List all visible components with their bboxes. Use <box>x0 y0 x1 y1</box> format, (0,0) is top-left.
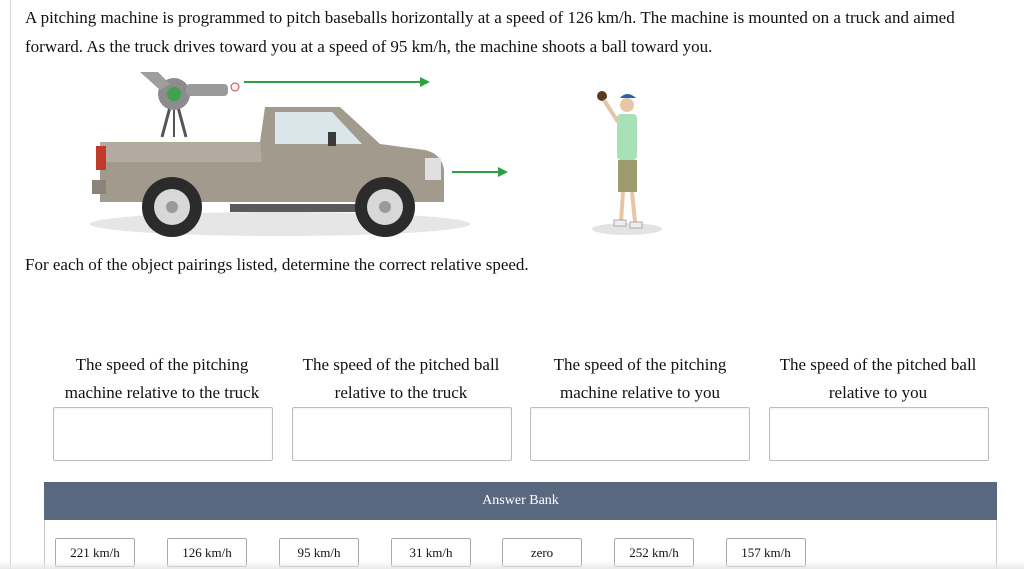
answer-chip[interactable]: 31 km/h <box>391 538 471 567</box>
catcher-person <box>597 91 642 228</box>
scroll-fade <box>0 561 1024 569</box>
answer-chip[interactable]: 95 km/h <box>279 538 359 567</box>
drop-target-2[interactable] <box>292 407 512 461</box>
answer-bank-header: Answer Bank <box>44 482 997 520</box>
answer-chip[interactable]: 157 km/h <box>726 538 806 567</box>
drop-target-1[interactable] <box>53 407 273 461</box>
target-label-2: The speed of the pitched ball relative to the truck <box>302 355 500 402</box>
answer-chip[interactable]: 221 km/h <box>55 538 135 567</box>
pitching-machine <box>140 72 239 137</box>
drop-target-3[interactable] <box>530 407 750 461</box>
answer-chip[interactable]: 126 km/h <box>167 538 247 567</box>
target-label-4: The speed of the pitched ball relative to you <box>779 355 977 402</box>
answer-chip[interactable]: 252 km/h <box>614 538 694 567</box>
target-label-1: The speed of the pitching machine relative to the truck <box>64 355 260 402</box>
truck-pitching-illustration <box>80 62 680 242</box>
question-prompt: A pitching machine is programmed to pitch baseballs horizontally at a speed of 126 km/h. The machine is mounted on a truck and aimed forward. As the truck drives toward you at a speed of 95 km/h, the machine shoots a ball toward you. <box>25 8 955 56</box>
answer-chip[interactable]: zero <box>502 538 582 567</box>
drop-target-4[interactable] <box>769 407 989 461</box>
left-divider <box>10 0 11 569</box>
target-label-3: The speed of the pitching machine relative to you <box>553 355 727 402</box>
instruction-text: For each of the object pairings listed, determine the correct relative speed. <box>25 255 529 274</box>
